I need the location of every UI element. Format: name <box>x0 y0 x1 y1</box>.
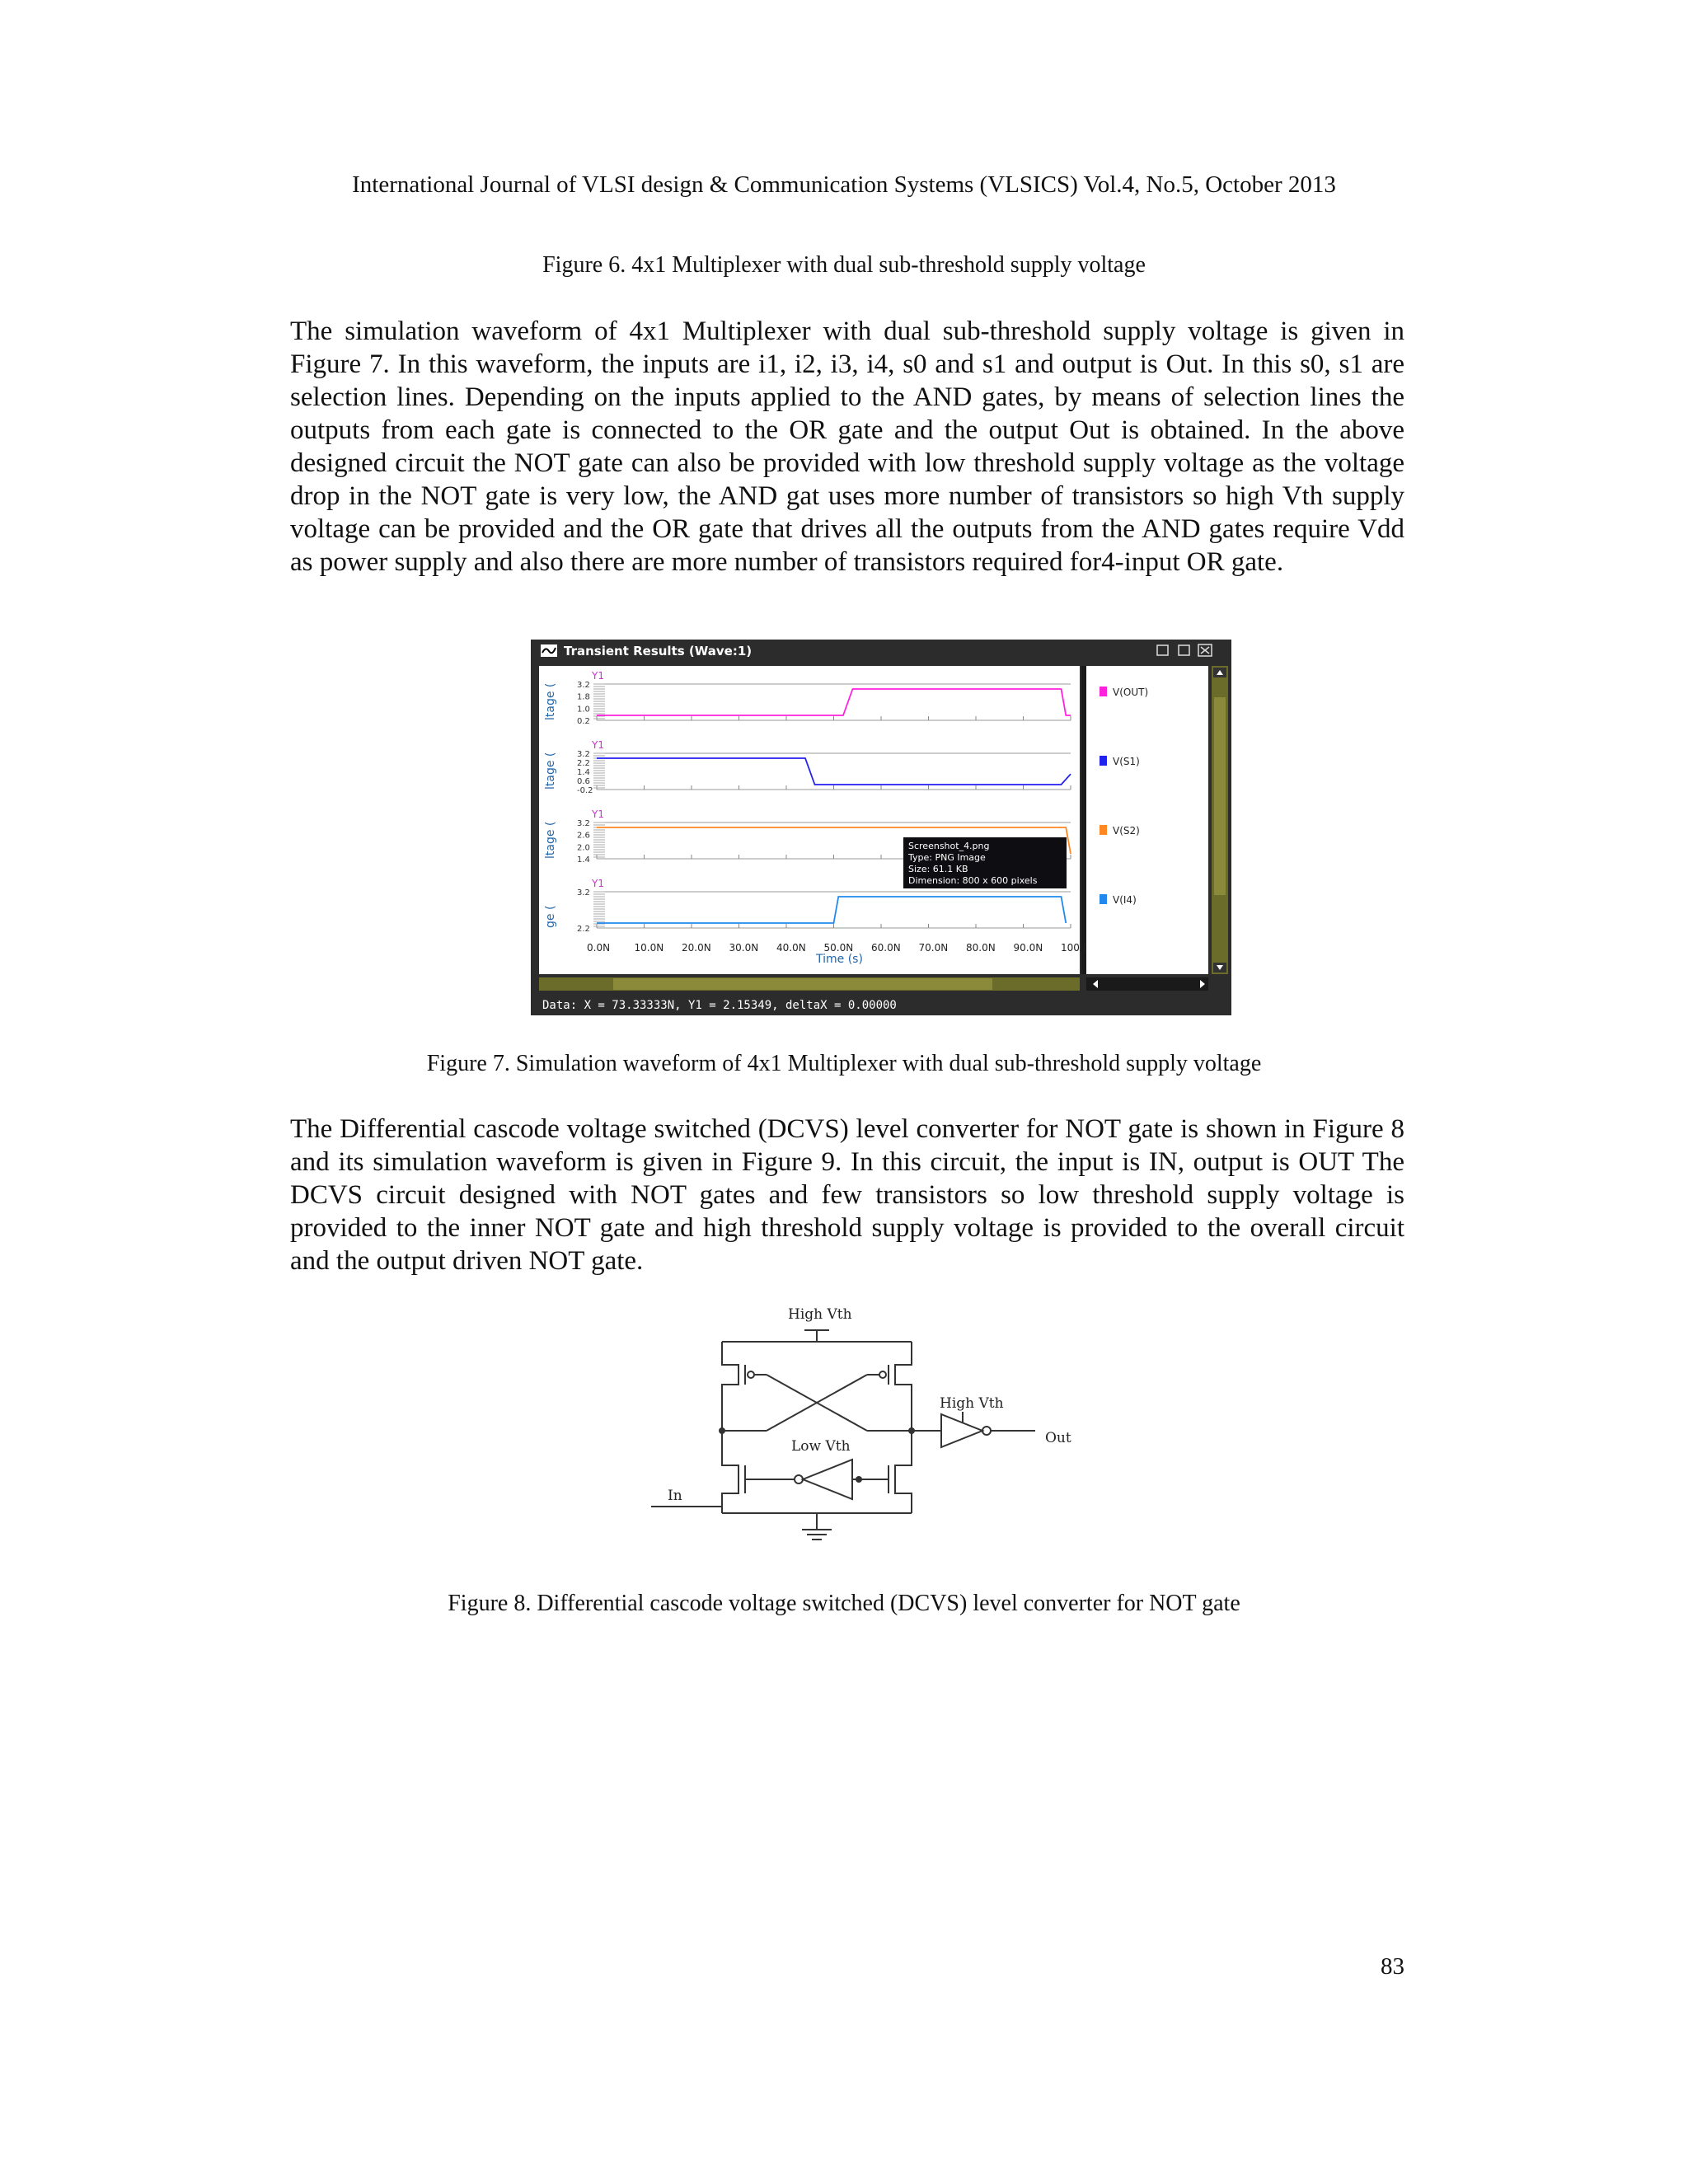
panel-tick-label: 0.2 <box>577 717 590 726</box>
label-low-vth: Low Vth <box>791 1438 851 1455</box>
panel-tick-label: 3.2 <box>577 681 590 690</box>
x-tick-label: 100.( <box>1061 942 1087 954</box>
ground-symbol <box>722 1513 912 1540</box>
journal-header: International Journal of VLSI design & Communication Systems (VLSICS) Vol.4, No.5, October 2013 <box>352 171 1336 198</box>
panel-axis-label: Y1 <box>592 739 604 751</box>
dcvs-circuit-diagram <box>643 1301 1088 1556</box>
x-tick-label: 50.0N <box>823 942 854 954</box>
label-high-vth-top: High Vth <box>788 1306 852 1323</box>
pmos-left <box>722 1342 767 1454</box>
nmos-left <box>722 1454 752 1513</box>
wave-window-title: Transient Results (Wave:1) <box>564 644 753 658</box>
page-number: 83 <box>1381 1953 1404 1980</box>
panel-side-label: ltage ( <box>544 821 557 859</box>
panel-tick-label: 2.0 <box>577 843 590 853</box>
panel-tick-label: 1.8 <box>577 692 590 702</box>
x-tick-label: 20.0N <box>682 942 711 954</box>
legend-label: V(S1) <box>1113 756 1140 767</box>
panel-tick-label: 2.2 <box>577 759 590 768</box>
x-tick-label: 0.0N <box>587 942 611 954</box>
legend-item[interactable] <box>1100 825 1140 837</box>
x-tick-label: 30.0N <box>729 942 759 954</box>
panel-tick-label: 1.0 <box>577 705 590 715</box>
figure-8-caption: Figure 8. Differential cascode voltage switched (DCVS) level converter for NOT gate <box>448 1591 1240 1616</box>
x-tick-label: 70.0N <box>918 942 949 954</box>
x-tick-label: 60.0N <box>871 942 901 954</box>
legend-item[interactable] <box>1100 687 1148 698</box>
x-tick-label: 10.0N <box>634 942 664 954</box>
panel-tick-label: 3.2 <box>577 888 590 898</box>
svg-text:Dimension: 800 x 600 pixels: Dimension: 800 x 600 pixels <box>908 875 1038 886</box>
legend-label: V(OUT) <box>1113 687 1149 698</box>
legend-item[interactable] <box>1100 894 1137 906</box>
panel-side-label: ltage ( <box>544 682 557 720</box>
legend-label: V(I4) <box>1113 894 1137 906</box>
label-in: In <box>668 1488 682 1504</box>
paragraph-1: The simulation waveform of 4x1 Multiplexer with dual sub-threshold supply voltage is given in Figure 7. In this waveform, the inputs are i1, i2, i3, i4, s0 and s1 and output is Out. In this s0, s1 are selection lines. Depending on the inputs applied to the AND gates, by means of selection lines the outputs from each gate is connected to the OR gate and the output Out is obtained. In the above designed circuit the NOT gate can also be provided with low threshold supply voltage as the voltage drop in the NOT gate is very low, the AND gat uses more number of transistors so high Vth supply voltage can be provided and the OR gate that drives all the outputs from the AND gates require Vdd as power supply and also there are more number of transistors required for4-input OR gate. <box>290 316 1404 577</box>
panel-tick-label: 1.4 <box>577 855 590 865</box>
label-out: Out <box>1045 1430 1071 1446</box>
panel-axis-label: Y1 <box>592 878 604 889</box>
panel-side-label: ltage ( <box>544 752 557 790</box>
waveform-window <box>531 640 1231 1015</box>
panel-tick-label: -0.2 <box>577 786 593 795</box>
x-tick-label: 90.0N <box>1013 942 1043 954</box>
pmos-right <box>867 1342 912 1454</box>
figure-7-caption: Figure 7. Simulation waveform of 4x1 Multiplexer with dual sub-threshold supply voltage <box>426 1051 1262 1076</box>
panel-tick-label: 2.6 <box>577 831 590 841</box>
x-tick-label: 80.0N <box>966 942 996 954</box>
x-axis-label: Time (s) <box>816 953 863 966</box>
supply-rail <box>722 1330 912 1342</box>
legend-panel <box>1086 666 1208 974</box>
figure-6-caption: Figure 6. 4x1 Multiplexer with dual sub-threshold supply voltage <box>542 252 1146 278</box>
file-tooltip <box>903 837 1067 888</box>
paragraph-2: The Differential cascode voltage switched (DCVS) level converter for NOT gate is shown in Figure 8 and its simulation waveform is given in Figure 9. In this circuit, the input is IN, output is OUT The DCVS circuit designed with NOT gates and few transistors so low threshold supply voltage is provided to the inner NOT gate and high threshold supply voltage is provided to the overall circuit and the output driven NOT gate. <box>290 1114 1404 1276</box>
inner-not-gate <box>752 1460 862 1499</box>
panel-axis-label: Y1 <box>592 670 604 682</box>
panel-tick-label: 2.2 <box>577 925 590 934</box>
nmos-right <box>859 1454 912 1513</box>
panel-tick-label: 3.2 <box>577 750 590 759</box>
legend-label: V(S2) <box>1113 825 1140 837</box>
svg-text:Screenshot_4.png: Screenshot_4.png <box>908 841 990 851</box>
legend-item[interactable] <box>1100 756 1140 767</box>
status-bar: Data: X = 73.33333N, Y1 = 2.15349, deltaX = 0.00000 <box>542 999 897 1012</box>
output-not-gate <box>912 1412 1035 1447</box>
svg-text:Size: 61.1 KB: Size: 61.1 KB <box>908 864 968 874</box>
svg-text:Type: PNG Image: Type: PNG Image <box>908 852 986 863</box>
panel-tick-label: 3.2 <box>577 819 590 828</box>
x-tick-label: 40.0N <box>776 942 806 954</box>
panel-axis-label: Y1 <box>592 808 604 820</box>
input-wire <box>651 1493 722 1507</box>
panel-tick-label: 0.6 <box>577 777 590 786</box>
label-high-vth-right: High Vth <box>940 1395 1004 1412</box>
panel-tick-label: 1.4 <box>577 768 590 777</box>
panel-side-label: ge ( <box>544 905 557 928</box>
